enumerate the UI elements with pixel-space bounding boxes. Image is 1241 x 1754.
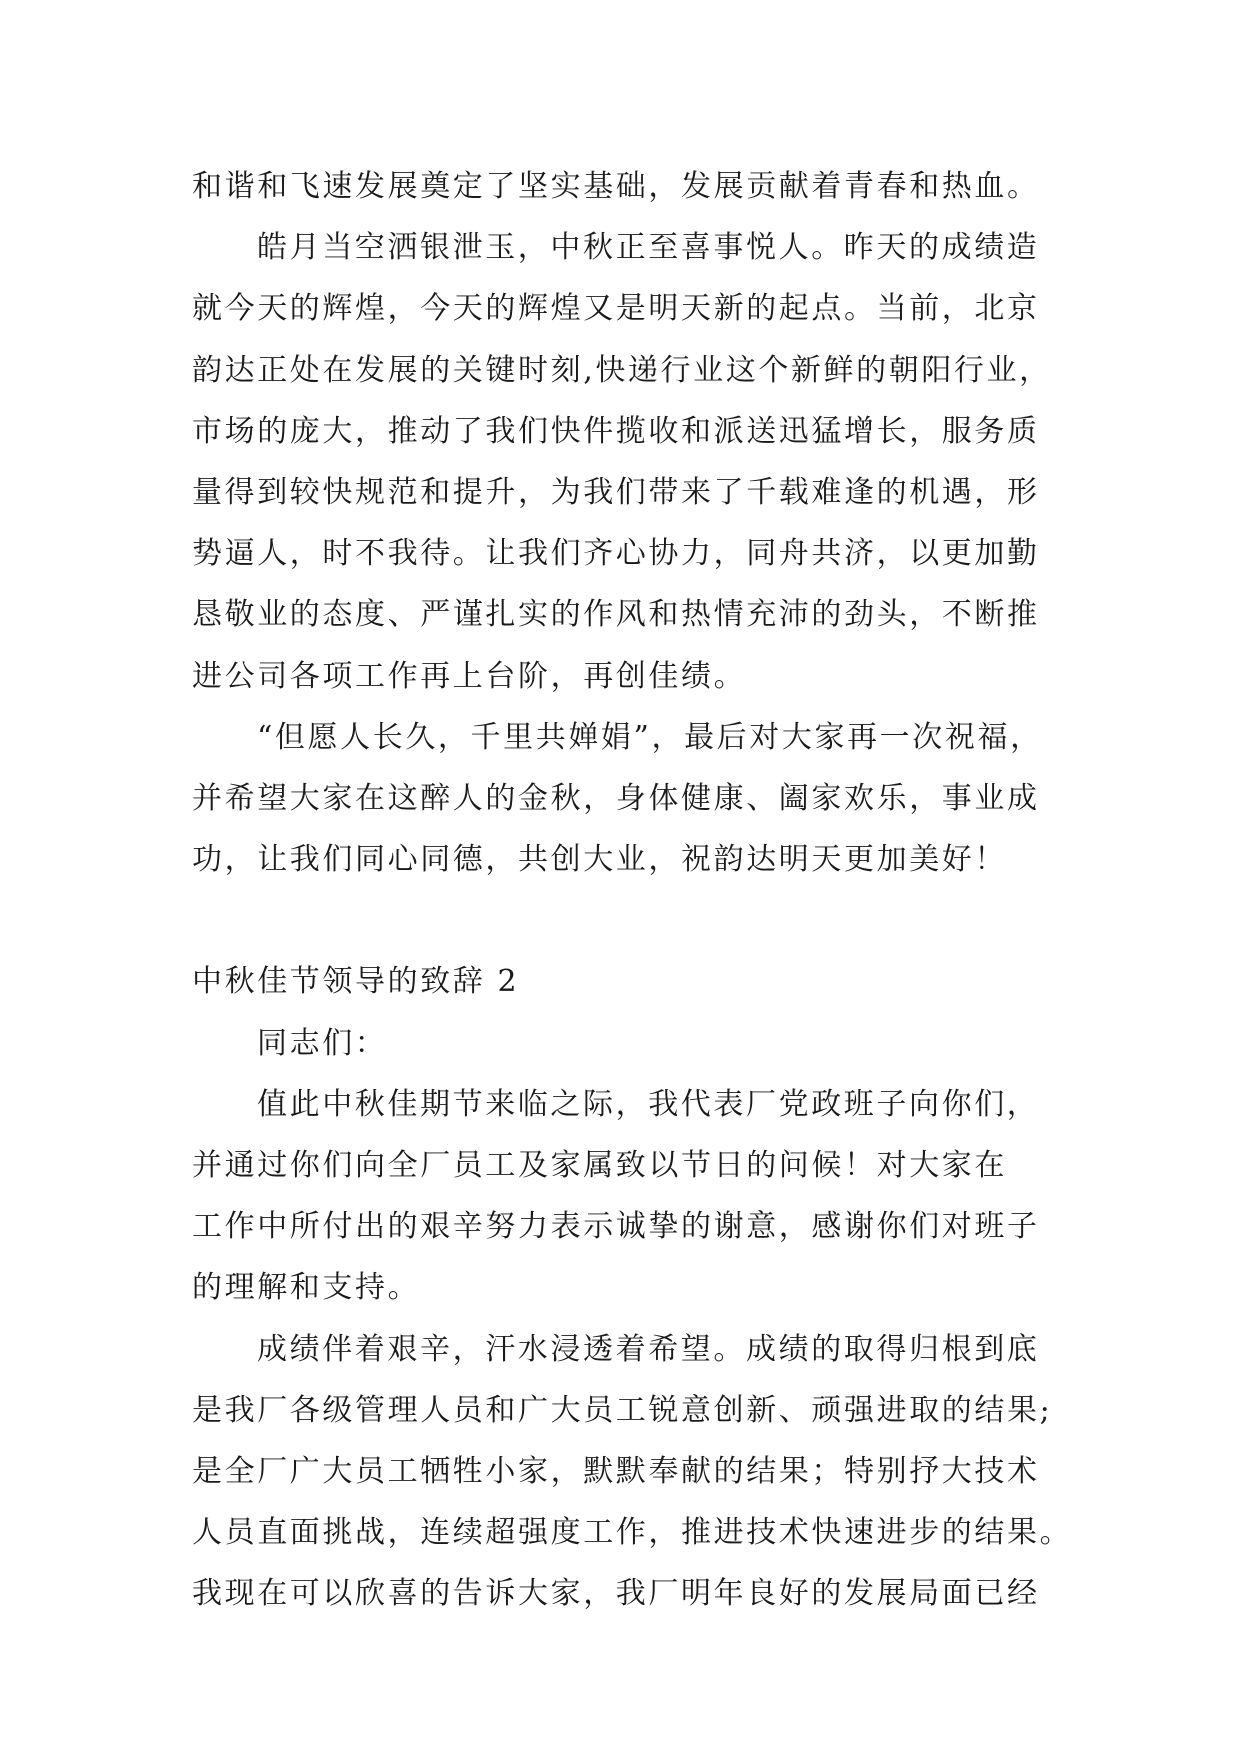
- text-line: 我现在可以欣喜的告诉大家，我厂明年良好的发展局面已经: [192, 1576, 1040, 1612]
- text-line: 是全厂广大员工牺牲小家，默默奉献的结果；特别抒大技术: [192, 1454, 1040, 1490]
- text-line: 量得到较快规范和提升，为我们带来了千载难逢的机遇，形: [192, 475, 1040, 511]
- text-line: 功，让我们同心同德，共创大业，祝韵达明天更加美好！: [192, 842, 1007, 878]
- text-line: “但愿人长久，千里共婵娟”，最后对大家再一次祝福，: [257, 719, 1043, 755]
- section-title: [192, 951, 1062, 1012]
- text-line: 进公司各项工作再上台阶，再创佳绩。: [192, 658, 747, 694]
- text-line: 成绩伴着艰辛，汗水浸透着希望。成绩的取得归根到底: [257, 1331, 1040, 1367]
- paragraph-4: [192, 1074, 1062, 1319]
- text-line: 的理解和支持。: [192, 1270, 421, 1306]
- text-line: 势逼人，时不我待。让我们齐心协力，同舟共济，以更加勤: [192, 536, 1040, 572]
- text-line: 人员直面挑战，连续超强度工作，推进技术快速进步的结果。: [192, 1515, 1073, 1551]
- text-line: 并通过你们向全厂员工及家属致以节日的问候！对大家在: [192, 1148, 1007, 1184]
- paragraph-1: [192, 156, 1062, 217]
- text-line: 并希望大家在这醉人的金秋，身体健康、阖家欢乐，事业成: [192, 781, 1040, 817]
- text-line: 市场的庞大，推动了我们快件揽收和派送迅猛增长，服务质: [192, 413, 1040, 449]
- section-title-text: 中秋佳节领导的致辞 2: [192, 964, 520, 1000]
- text-line: 就今天的辉煌，今天的辉煌又是明天新的起点。当前，北京: [192, 291, 1040, 327]
- text-line: 韵达正处在发展的关键时刻,快递行业这个新鲜的朝阳行业，: [192, 352, 1052, 388]
- text-line: 工作中所付出的艰辛努力表示诚挚的谢意，感谢你们对班子: [192, 1209, 1040, 1245]
- paragraph-2: [192, 217, 1062, 707]
- salutation: [192, 1013, 1062, 1074]
- document-body: [192, 156, 1073, 1625]
- paragraph-5: [192, 1319, 1073, 1625]
- paragraph-3: [192, 707, 1062, 891]
- text-line: 恳敬业的态度、严谨扎实的作风和热情充沛的劲头，不断推: [192, 597, 1040, 633]
- text-line: 值此中秋佳期节来临之际，我代表厂党政班子向你们，: [257, 1086, 1040, 1122]
- text-line: 皓月当空洒银泄玉，中秋正至喜事悦人。昨天的成绩造: [257, 230, 1040, 266]
- text-line: 和谐和飞速发展奠定了坚实基础，发展贡献着青春和热血。: [192, 169, 1040, 204]
- text-line: 是我厂各级管理人员和广大员工锐意创新、顽强进取的结果;: [192, 1392, 1053, 1428]
- text-line: 同志们：: [257, 1025, 388, 1061]
